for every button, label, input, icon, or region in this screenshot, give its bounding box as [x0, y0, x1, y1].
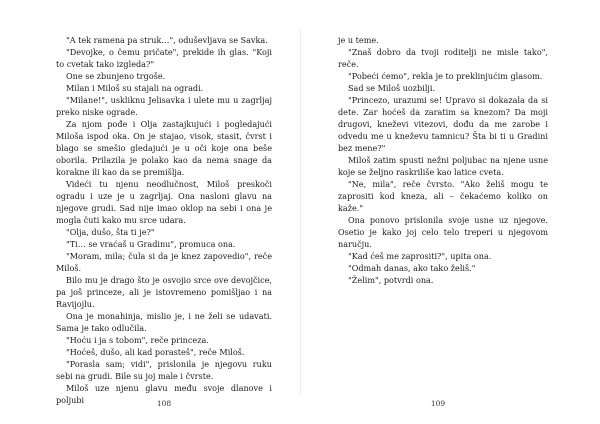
paragraph: "Znaš dobro da tvoji roditelji ne misle tako", reče.	[338, 47, 548, 69]
paragraph: "Ne, mila", reče čvrsto. "Ako želiš mogu te zaprositi kod kneza, ali – čekaćemo koliko on kaže."	[338, 179, 548, 213]
paragraph: "Devojke, o čemu pričate", prekide ih glas. "Koji to cvetak tako izgleda?"	[56, 47, 272, 69]
paragraph: "Porasla sam; vidi", prislonila je njegovu ruku sebi na grudi. Bile su joj male i čvrste.	[56, 359, 272, 381]
left-page-text	[56, 34, 272, 406]
paragraph: "Pobeći ćemo", rekla je to preklinjućim glasom.	[348, 71, 543, 81]
paragraph: Ona ponovo prislonila svoje usne uz njegove. Osetio je kako joj celo telo treperi u njegovom naručju.	[338, 215, 548, 249]
paragraph: Milan i Miloš su stajali na ogradi.	[66, 83, 204, 93]
page-number: 109	[430, 399, 446, 408]
paragraph: One se zbunjeno trgoše.	[66, 71, 166, 81]
paragraph: "Hoću i ja s tobom", reče princeza.	[66, 335, 209, 345]
right-page-text	[338, 34, 548, 286]
paragraph: Miloš uze njenu glavu među svoje dlanove i poljubi	[56, 383, 272, 405]
paragraph: "Ti… se vraćaš u Gradinu", promuca ona.	[66, 239, 236, 249]
paragraph: "Milane!", uskliknu Jelisavka i ulete mu u zagrljaj preko niske ograde.	[56, 95, 272, 117]
paragraph: Videći tu njenu neodlučnost, Miloš preskoči ogradu i uze je u zagrljaj. Ona nasloni glavu na njegove grudi. Sad nije imao oklop na sebi i ona je mogla čuti kako mu srce udara.	[56, 179, 272, 225]
paragraph: "Kad ćeš me zaprositi?", upita ona.	[348, 251, 492, 261]
paragraph: Miloš zatim spusti nežni poljubac na njene usne koje se željno raskriliše kao latice cveta.	[338, 155, 548, 177]
paragraph: "Odmah danas, ako tako želiš."	[348, 263, 476, 273]
paragraph: "Moram, mila; čula si da je knez zapovedio", reče Miloš.	[56, 251, 272, 273]
paragraph: "A tek ramena pa struk…", oduševljava se Savka.	[66, 35, 268, 45]
paragraph: "Hoćeš, dušo, ali kad porasteš", reče Miloš.	[66, 347, 245, 357]
paragraph: "Želim", potvrdi ona.	[348, 275, 434, 285]
paragraph: "Princezo, urazumi se! Upravo si dokazala da si dete. Zar hoćeš da zaratim sa knezom? Da moji drugovi, kneževi vitezovi, dođu da me zarobe i odvedu me u kneževu tamnicu? Šta bi ti u Gradini bez mene?"	[338, 95, 548, 153]
paragraph: Ona je monahinja, mislio je, i ne želi se udavati. Sama je tako odlučila.	[56, 311, 272, 333]
paragraph: Bilo mu je drago što je osvojio srce ove devojčice, pa još princeze, ali je istovremeno pomišljao i na Ravijojlu.	[56, 275, 272, 309]
paragraph: Sad se Miloš uozbilji.	[348, 83, 436, 93]
paragraph: je u teme.	[338, 35, 379, 45]
paragraph: "Olja, dušo, šta ti je?"	[66, 227, 155, 237]
right-page	[300, 0, 600, 424]
paragraph: Za njom pođe i Olja zastajkujući i pogledajući Miloša ispod oka. On je stajao, visok, stasit, čvrst i blago se smešio gledajući je u oči koje ona beše oborila. Prilazila je polako kao da nema snage da korakne ili kao da se premišlja.	[56, 119, 272, 177]
page-number: 108	[156, 399, 172, 408]
